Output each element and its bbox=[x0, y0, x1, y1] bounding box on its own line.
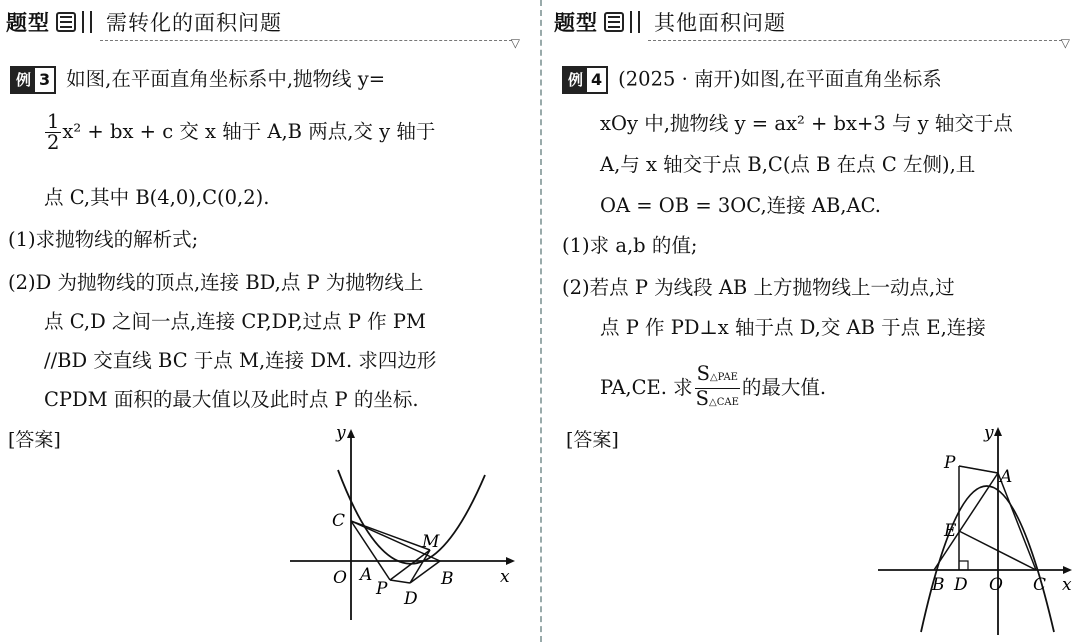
question-2-line-4: CPDM 面积的最大值以及此时点 P 的坐标. bbox=[44, 388, 419, 411]
list-icon bbox=[56, 12, 76, 32]
section-type-label: 题型 bbox=[554, 11, 598, 35]
left-section-header bbox=[6, 4, 524, 40]
label-O: O bbox=[989, 575, 1003, 595]
segment-PM bbox=[390, 550, 430, 580]
label-O: O bbox=[333, 568, 347, 588]
section-name: 需转化的面积问题 bbox=[106, 11, 282, 35]
label-D: D bbox=[954, 575, 968, 595]
question-1: (1)求 a,b 的值; bbox=[562, 234, 698, 257]
x-axis-arrow bbox=[1063, 566, 1072, 574]
section-name: 其他面积问题 bbox=[654, 11, 786, 35]
fraction-half: $\frac{1}{2}$ bbox=[47, 110, 60, 154]
y-axis-arrow bbox=[994, 427, 1002, 436]
label-A: A bbox=[360, 565, 373, 585]
example-4-line-2: xOy 中,抛物线 y = ax² + bx+3 与 y 轴交于点 bbox=[600, 112, 1013, 135]
label-x: x bbox=[1062, 575, 1072, 595]
example-badge: 例 4 bbox=[562, 66, 608, 94]
example-badge: 例 3 bbox=[10, 66, 56, 94]
label-x: x bbox=[500, 567, 510, 587]
example-3-line-2: $\frac{1}{2}$ x² + bx + c 交 x 轴于 A,B 两点,交 y 轴于 bbox=[47, 110, 436, 154]
header-tick-icon: ▽ bbox=[510, 36, 520, 50]
list-icon bbox=[604, 12, 624, 32]
example-4-line-4: OA = OB = 3OC,连接 AB,AC. bbox=[600, 194, 881, 217]
label-y: y bbox=[984, 423, 994, 443]
right-column bbox=[548, 0, 1080, 642]
header-rule bbox=[100, 40, 512, 41]
question-2-line-3: PA,CE. 求 $\frac{\text{S△PAE}}{\text{S△CAE}}$ 的最大值. bbox=[600, 364, 826, 413]
segment-AC bbox=[998, 473, 1036, 570]
answer-label: [答案] bbox=[8, 429, 61, 451]
column-divider bbox=[540, 0, 542, 642]
label-E: E bbox=[944, 521, 957, 541]
answer-label: [答案] bbox=[566, 429, 619, 451]
label-P: P bbox=[376, 579, 388, 599]
label-y: y bbox=[336, 423, 346, 443]
area-ratio-fraction: $\frac{\text{S△PAE}}{\text{S△CAE}}$ bbox=[695, 362, 739, 410]
label-P: P bbox=[944, 453, 956, 473]
segment-CM bbox=[351, 521, 430, 550]
label-M: M bbox=[422, 532, 440, 552]
question-1: (1)求抛物线的解析式; bbox=[8, 228, 199, 251]
header-tick-icon: ▽ bbox=[1060, 36, 1070, 50]
y-axis-arrow bbox=[347, 429, 355, 438]
question-2-line-3: //BD 交直线 BC 于点 M,连接 DM. 求四边形 bbox=[44, 349, 437, 372]
x-axis-arrow bbox=[506, 557, 515, 565]
question-2-line-1: (2)D 为抛物线的顶点,连接 BD,点 P 为抛物线上 bbox=[8, 271, 424, 294]
figure-example-4 bbox=[876, 420, 1080, 642]
label-B: B bbox=[441, 569, 454, 589]
section-type-label: 题型 bbox=[6, 11, 50, 35]
right-angle-mark bbox=[959, 561, 968, 570]
example-4-line-1: 例 4 (2025 · 南开)如图,在平面直角坐标系 bbox=[562, 66, 942, 94]
double-bar-icon bbox=[82, 11, 92, 33]
question-2-line-1: (2)若点 P 为线段 AB 上方抛物线上一动点,过 bbox=[562, 276, 955, 299]
right-section-header bbox=[554, 4, 1074, 40]
figure-example-3 bbox=[280, 420, 525, 630]
label-C: C bbox=[332, 511, 346, 531]
question-2-line-2: 点 C,D 之间一点,连接 CP,DP,过点 P 作 PM bbox=[44, 310, 426, 333]
label-C: C bbox=[1033, 575, 1047, 595]
label-B: B bbox=[932, 575, 945, 595]
segment-DM bbox=[410, 550, 430, 583]
example-3-line-3: 点 C,其中 B(4,0),C(0,2). bbox=[44, 186, 270, 209]
label-A: A bbox=[1000, 467, 1013, 487]
label-D: D bbox=[404, 589, 418, 609]
parabola bbox=[338, 470, 485, 564]
example-3-line-1: 例 3 如图,在平面直角坐标系中,抛物线 y= bbox=[10, 66, 385, 94]
segment-PE-helper bbox=[959, 466, 998, 473]
left-column bbox=[0, 0, 530, 642]
segment-PD bbox=[390, 580, 410, 583]
example-4-line-3: A,与 x 轴交于点 B,C(点 B 在点 C 左侧),且 bbox=[600, 153, 976, 176]
question-2-line-2: 点 P 作 PD⊥x 轴于点 D,交 AB 于点 E,连接 bbox=[600, 316, 986, 339]
double-bar-icon bbox=[630, 11, 640, 33]
header-rule bbox=[648, 40, 1062, 41]
